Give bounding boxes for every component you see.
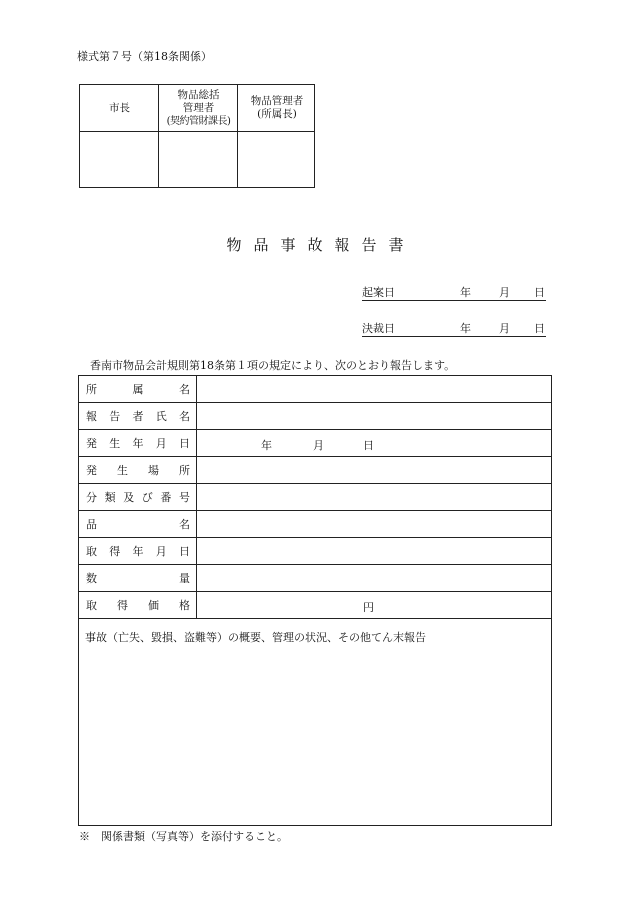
footnote: ※ 関係書類（写真等）を添付すること。	[79, 830, 288, 843]
row-label: 報 告 者 氏 名	[79, 403, 197, 429]
approval-date-label: 決裁日	[362, 322, 395, 335]
table-row	[79, 403, 551, 430]
row-value	[197, 565, 551, 591]
row-value	[197, 538, 551, 564]
approval-header-mayor: 市長	[109, 101, 130, 114]
table-row	[79, 430, 551, 457]
row-value	[197, 457, 551, 483]
table-row	[79, 592, 551, 619]
row-value	[197, 403, 551, 429]
row-value	[197, 376, 551, 402]
approval-date-line: 決裁日 年 月 日	[362, 322, 545, 335]
table-row	[79, 538, 551, 565]
table-row	[79, 484, 551, 511]
form-number: 様式第７号（第18条関係）	[77, 50, 212, 63]
row-label: 取 得 価 格	[79, 592, 197, 618]
row-label: 取 得 年 月 日	[79, 538, 197, 564]
row-label: 発 生 場 所	[79, 457, 197, 483]
row-value-unit: 年	[261, 439, 272, 452]
row-value-unit: 月	[313, 439, 324, 452]
row-label: 品 名	[79, 511, 197, 537]
row-value-unit: 日	[363, 439, 374, 452]
intro-text: 香南市物品会計規則第18条第１項の規定により、次のとおり報告します。	[90, 359, 456, 372]
approval-stamp-table	[79, 84, 315, 188]
approval-header-general-manager: 物品総括 管理者 (契約管財課長)	[166, 88, 231, 127]
report-table	[78, 375, 552, 826]
summary-label: 事故（亡失、毀損、盗難等）の概要、管理の状況、その他てん末報告	[85, 631, 426, 644]
page-title: 物品事故報告書	[226, 236, 416, 254]
table-row	[79, 565, 551, 592]
row-label: 数 量	[79, 565, 197, 591]
draft-date-label: 起案日	[362, 286, 395, 299]
row-value	[197, 592, 551, 618]
row-label: 分 類 及 び 番 号	[79, 484, 197, 510]
row-value	[197, 484, 551, 510]
row-value	[197, 430, 551, 456]
row-value-unit: 円	[363, 601, 374, 614]
row-value	[197, 511, 551, 537]
table-row	[79, 511, 551, 538]
draft-date-line: 起案日 年 月 日	[362, 286, 545, 299]
table-row	[79, 457, 551, 484]
row-label: 発 生 年 月 日	[79, 430, 197, 456]
table-row	[79, 376, 551, 403]
row-label: 所 属 名	[79, 376, 197, 402]
approval-header-property-manager: 物品管理者 (所属長)	[250, 95, 304, 120]
